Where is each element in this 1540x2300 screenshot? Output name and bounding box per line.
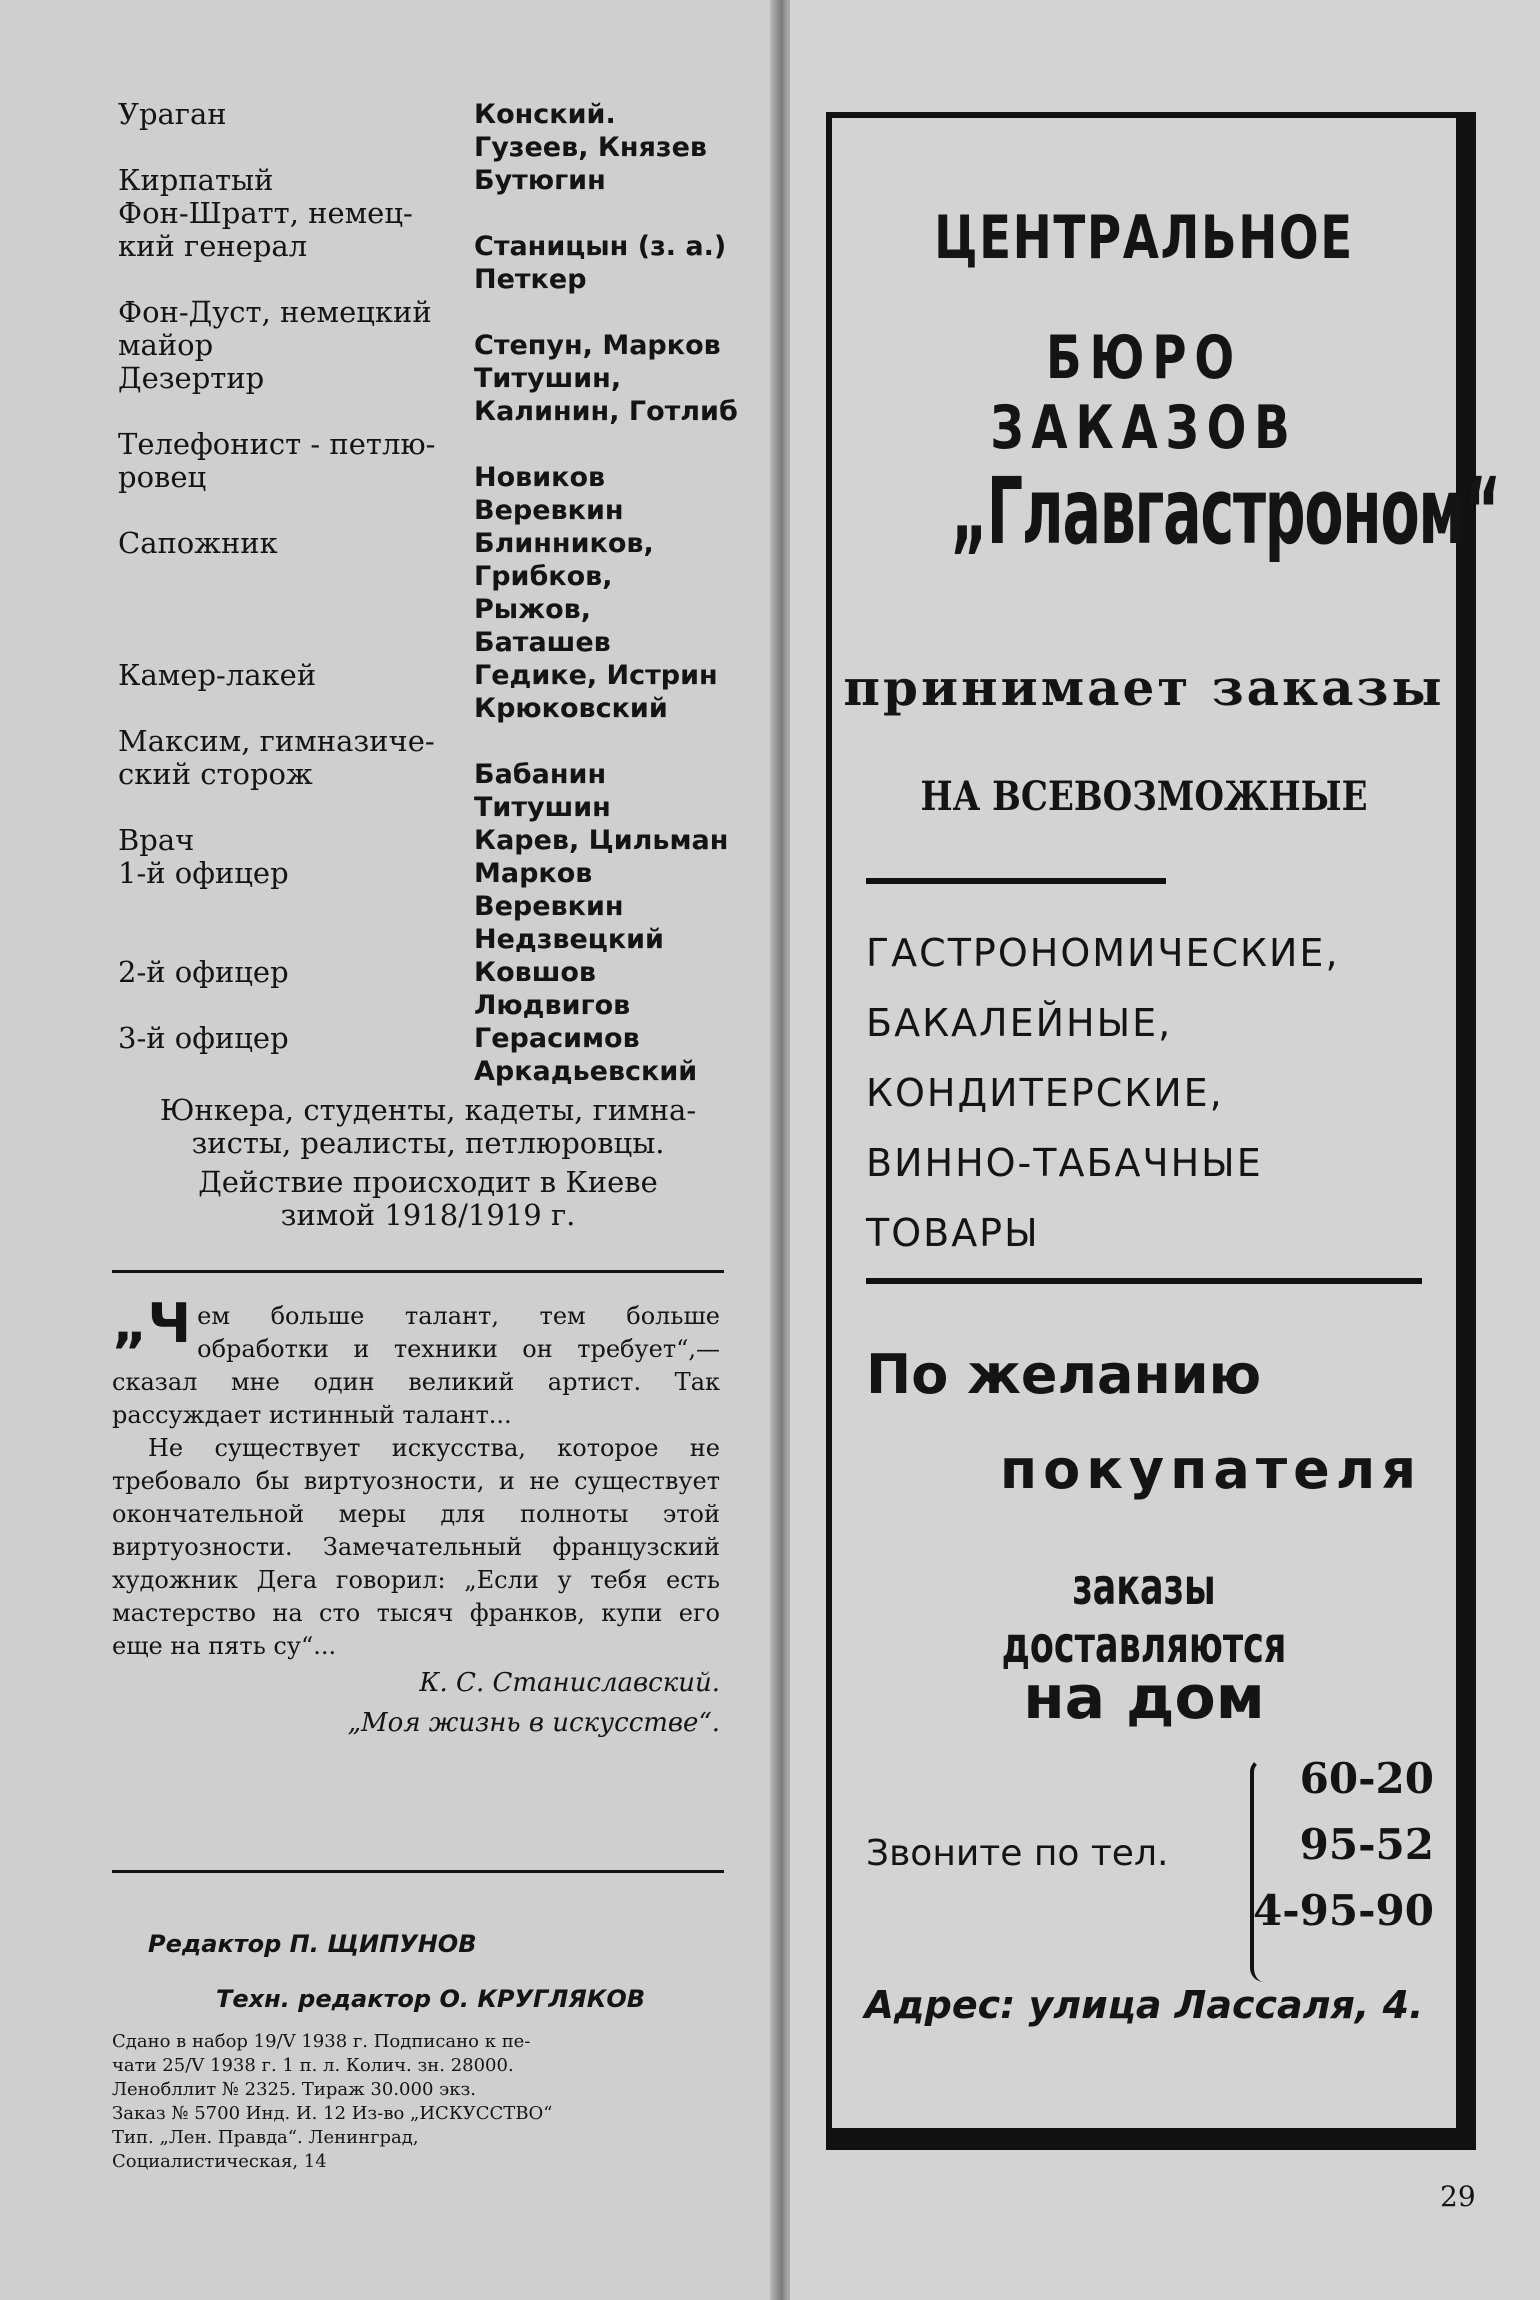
cast-actors: Карев, Цильман (474, 825, 729, 856)
tech-editor-credit: Техн. редактор О. КРУГЛЯКОВ (216, 1985, 646, 2013)
cast-role: Кирпатый (118, 163, 274, 197)
ad-phone-number: 4-95-90 (1253, 1886, 1434, 1935)
ad-call-label: Звоните по тел. (866, 1833, 1169, 1874)
cast-row (118, 824, 738, 857)
imprint-block: Сдано в набор 19/V 1938 г. Подписано к пе- чати 25/V 1938 г. 1 п. л. Колич. зн. 28000. Ленобллит № 2325. Тираж 30.000 экз. Заказ № 5700 Инд. И. 12 Из-во „ИСКУССТВО“ Тип. „Лен. Правда“. Ленинград, Социалистическая, 14 (112, 2031, 553, 2172)
cast-actors: Герасимов Аркадьевский (474, 1023, 698, 1087)
cast-row (118, 428, 738, 527)
ad-brand-name: „Главгастроном“ (950, 458, 1501, 565)
page-number: 29 (1440, 2180, 1476, 2213)
ad-on-all: НА ВСЕВОЗМОЖНЫЕ (920, 773, 1368, 820)
cast-role: 2-й офицер (118, 955, 289, 989)
cast-role: Ураган (118, 97, 227, 131)
editor-credit: Редактор П. ЩИПУНОВ (148, 1930, 477, 1958)
cast-role: Фон-Дуст, немецкий майор (118, 295, 432, 362)
divider (112, 1270, 724, 1273)
cast-role: Сапожник (118, 526, 278, 560)
ad-wish-line1: По желанию (866, 1343, 1262, 1406)
cast-role: 1-й офицер (118, 856, 289, 890)
ad-goods-item: ГАСТРОНОМИЧЕСКИЕ, (866, 931, 1340, 975)
cast-role: Камер-лакей (118, 658, 317, 692)
ad-accepts-orders: принимает заказы (843, 658, 1445, 717)
cast-row (118, 857, 738, 956)
cast-actors: Бабанин Титушин (474, 759, 611, 823)
cast-row (118, 98, 738, 164)
cast-setting: Действие происходит в Киеве зимой 1918/1919 г. (198, 1165, 658, 1232)
cast-actors: Бутюгин (474, 165, 606, 196)
ad-goods-list (866, 918, 1340, 1268)
ad-delivery: заказы доставляются (1001, 1558, 1287, 1674)
ad-rule (866, 1278, 1422, 1284)
cast-actors: Марков Веревкин Недзвецкий (474, 858, 664, 955)
quote-paragraph: Не существует искусства, которое не требовало бы виртуозности, и не существует окончательной меры для полноты этой виртуозности. Замечательный французский художник Дега говорил: „Если у тебя есть мастерство на сто тысяч франков, купи его еще на пять су“... (112, 1434, 720, 1660)
ad-wish-line2: покупателя (999, 1438, 1422, 1501)
cast-actors: Ковшов Людвигов (474, 957, 631, 1021)
ad-goods-item: КОНДИТЕРСКИЕ, (866, 1071, 1224, 1115)
cast-actors: Степун, Марков (474, 330, 721, 361)
cast-list (118, 98, 738, 1232)
quote-source: „Моя жизнь в искусстве“. (347, 1708, 720, 1738)
cast-row (118, 164, 738, 197)
cast-row (118, 362, 738, 428)
cast-row (118, 527, 738, 659)
ad-goods-item: БАКАЛЕЙНЫЕ, (866, 1001, 1173, 1045)
ad-goods-item: ТОВАРЫ (866, 1211, 1040, 1255)
quote-paragraph: „Чем больше талант, тем больше обработки и техники он требует“,—сказал мне один великий артист. Так рассуждает истинный талант... (112, 1292, 720, 1429)
ad-heading-line2: БЮРО ЗАКАЗОВ (990, 323, 1298, 463)
cast-role: Врач (118, 823, 195, 857)
cast-actors: Новиков Веревкин (474, 462, 624, 526)
cast-actors: Титушин, Калинин, Готлиб (474, 363, 738, 427)
cast-actors: Гедике, Истрин Крюковский (474, 660, 718, 724)
cast-row (118, 197, 738, 296)
ad-home: на дом (1023, 1663, 1265, 1733)
cast-role: Телефонист - петлю- ровец (118, 427, 436, 494)
cast-role: Максим, гимназиче- ский сторож (118, 724, 435, 791)
cast-actors: Конский. Гузеев, Князев (474, 99, 708, 163)
cast-role: Дезертир (118, 361, 265, 395)
cast-role: Фон-Шратт, немец- кий генерал (118, 196, 413, 263)
cast-row (118, 725, 738, 824)
ad-phone-number: 60-20 (1299, 1754, 1434, 1803)
cast-extras: Юнкера, студенты, кадеты, гимна- зисты, реалисты, петлюровцы. (159, 1093, 697, 1160)
cast-row (118, 1022, 738, 1088)
quote-author: К. С. Станиславский. (419, 1668, 720, 1698)
stanislavsky-quote (112, 1292, 720, 1743)
cast-row (118, 659, 738, 725)
ad-address: Адрес: улица Лассаля, 4. (864, 1983, 1424, 2027)
cast-row (118, 956, 738, 1022)
ad-heading-line1: ЦЕНТРАЛЬНОЕ (934, 203, 1354, 273)
cast-actors: Станицын (з. а.) Петкер (474, 231, 727, 295)
ad-goods-item: ВИННО-ТАБАЧНЫЕ (866, 1141, 1263, 1185)
cast-row (118, 296, 738, 362)
ad-phone-list (1253, 1746, 1434, 1944)
divider (112, 1870, 724, 1873)
cast-role: 3-й офицер (118, 1021, 289, 1055)
ad-phone-number: 95-52 (1299, 1820, 1434, 1869)
advertisement (826, 112, 1501, 2150)
cast-actors: Блинников, Грибков, Рыжов, Баташев (474, 528, 654, 658)
ad-rule (866, 878, 1166, 884)
